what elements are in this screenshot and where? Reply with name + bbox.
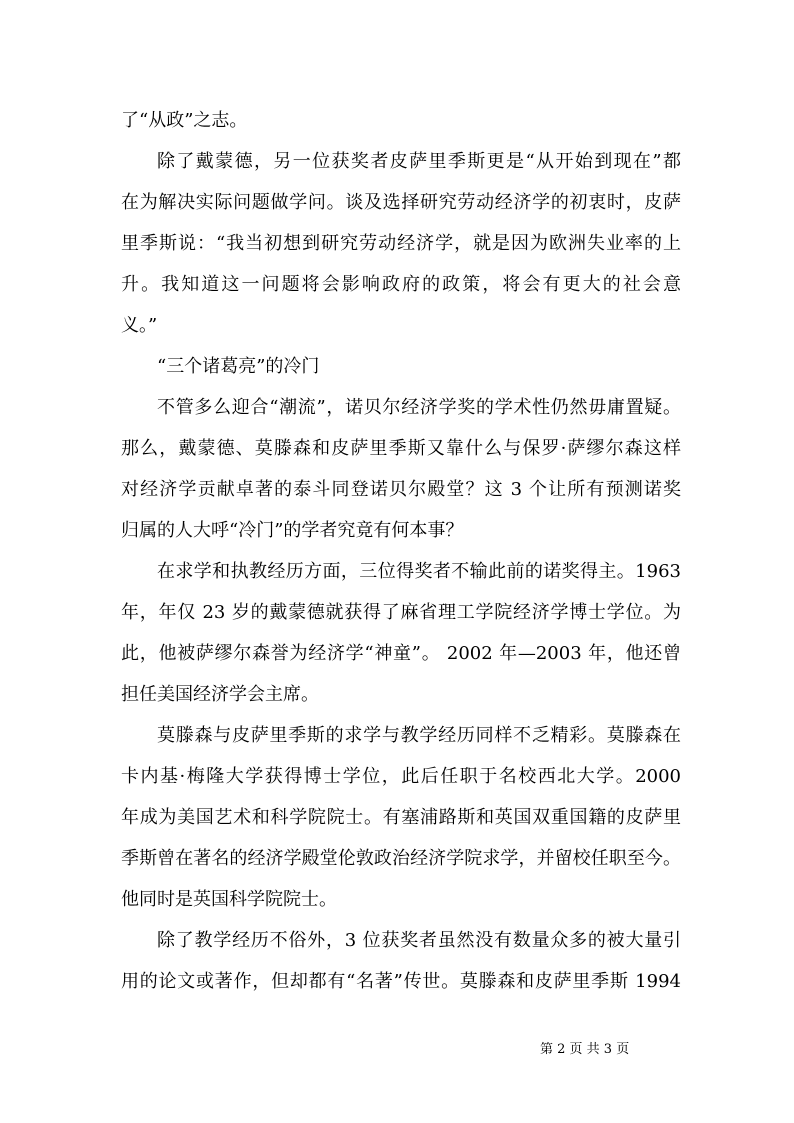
- text-line: 升。我知道这一问题将会影响政府的政策，将会有更大的社会意: [121, 274, 681, 295]
- section-heading: “三个诸葛亮”的冷门: [157, 356, 320, 377]
- text-line: 义。”: [121, 315, 158, 336]
- text-line: 在求学和执教经历方面，三位得奖者不输此前的诺奖得主。1963: [157, 561, 681, 582]
- text-line: 归属的人大呼“冷门”的学者究竟有何本事？: [121, 520, 464, 541]
- text-line: 不管多么迎合“潮流”，诺贝尔经济学奖的学术性仍然毋庸置疑。: [157, 397, 681, 418]
- text-line: 卡内基·梅隆大学获得博士学位，此后任职于名校西北大学。2000: [121, 766, 681, 787]
- text-line: 担任美国经济学会主席。: [121, 684, 319, 705]
- text-line: 了“从政”之志。: [121, 110, 248, 131]
- text-line: 他同时是英国科学院院士。: [121, 889, 337, 910]
- text-line: 此，他被萨缪尔森誉为经济学“神童”。 2002 年—2003 年，他还曾: [121, 643, 681, 664]
- text-line: 季斯曾在著名的经济学殿堂伦敦政治经济学院求学，并留校任职至今。: [121, 848, 681, 869]
- text-line: 在为解决实际问题做学问。谈及选择研究劳动经济学的初衷时，皮萨: [121, 192, 681, 213]
- text-line: 对经济学贡献卓著的泰斗同登诺贝尔殿堂？这 3 个让所有预测诺奖: [121, 479, 681, 500]
- text-line: 除了教学经历不俗外，3 位获奖者虽然没有数量众多的被大量引: [157, 930, 681, 951]
- text-line: 里季斯说：“我当初想到研究劳动经济学，就是因为欧洲失业率的上: [121, 233, 681, 254]
- text-line: 那么，戴蒙德、莫滕森和皮萨里季斯又靠什么与保罗·萨缪尔森这样: [121, 438, 681, 459]
- page-number-footer: 第 2 页 共 3 页: [540, 1042, 630, 1057]
- text-line: 年，年仅 23 岁的戴蒙德就获得了麻省理工学院经济学博士学位。为: [121, 602, 681, 623]
- text-line: 年成为美国艺术和科学院院士。有塞浦路斯和英国双重国籍的皮萨里: [121, 807, 681, 828]
- text-line: 除了戴蒙德，另一位获奖者皮萨里季斯更是“从开始到现在”都: [157, 151, 681, 172]
- text-line: 用的论文或著作，但却都有“名著”传世。莫滕森和皮萨里季斯 1994: [121, 971, 681, 992]
- text-line: 莫滕森与皮萨里季斯的求学与教学经历同样不乏精彩。莫滕森在: [157, 725, 681, 746]
